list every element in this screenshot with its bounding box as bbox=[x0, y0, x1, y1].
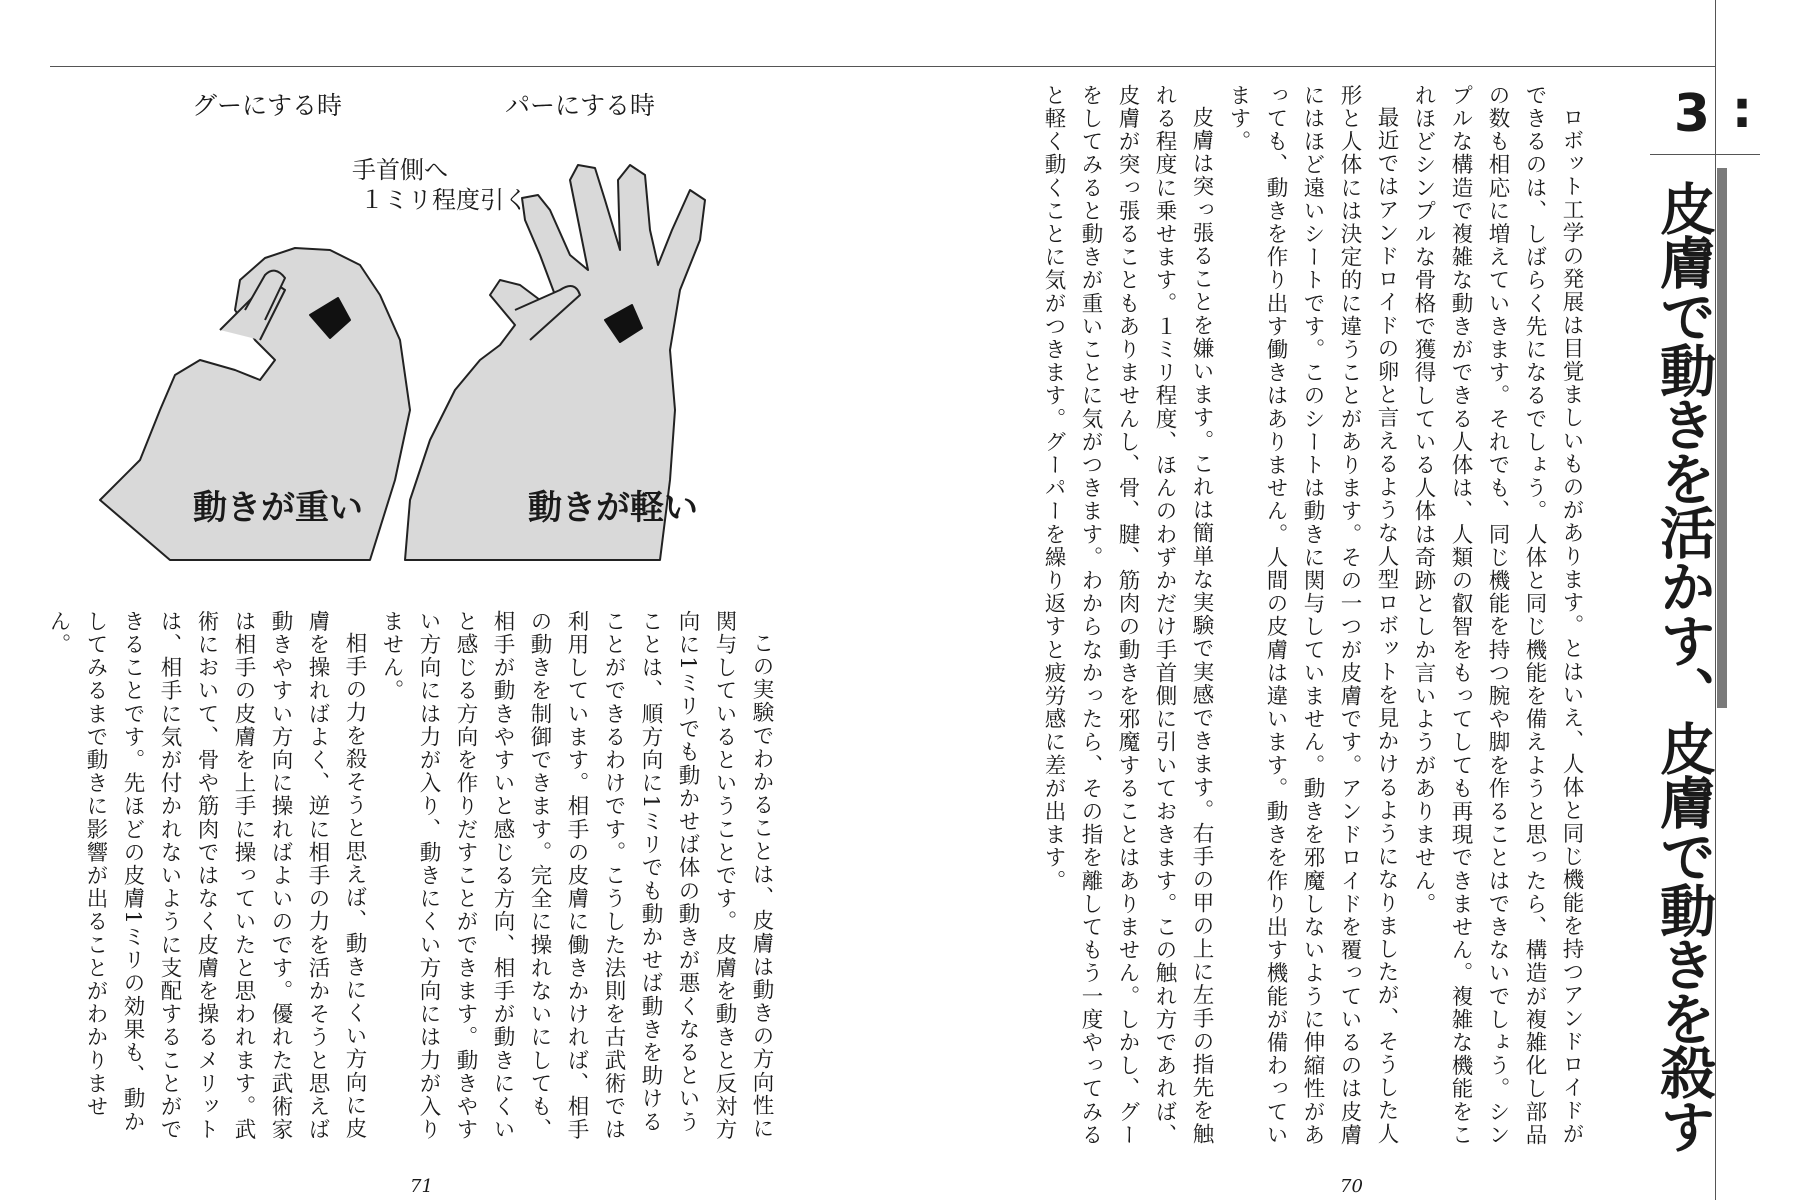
figure-note-line1: 手首側へ bbox=[352, 156, 448, 184]
section-number: 3 bbox=[1673, 84, 1711, 144]
top-rule bbox=[50, 66, 1715, 67]
section-rule bbox=[1650, 154, 1760, 155]
caption-open-hand: パーにする時 bbox=[505, 91, 656, 120]
page-number-right: 70 bbox=[1340, 1176, 1363, 1197]
title-accent-bar bbox=[1717, 168, 1727, 708]
paragraph: ロボット工学の発展は目覚ましいものがあります。とはいえ、人体と同じ機能を持つアンドロイドができるのは、しばらく先になるでしょう。人体と同じ機能を備えようと思ったら、構造が複雑化し部品の数も相応に増えていきます。それでも、同じ機能を持つ腕や脚を作ることはできないでしょう。シンプルな構造で複雑な動きができる人体は、人類の叡智をもってしても再現できません。複雑な機能をこれほどシンプルな骨格で獲得している人体は奇跡としか言いようがありません。 bbox=[1411, 84, 1584, 1147]
figure-note-line2: １ミリ程度引く bbox=[360, 186, 528, 214]
section-title: 皮膚で動きを活かす、皮膚で動きを殺す bbox=[1651, 180, 1716, 1152]
label-light-motion: 動きが軽い bbox=[528, 488, 698, 528]
paragraph: この実験でわかることは、皮膚は動きの方向性に関与しているということです。皮膚を動きと反対方向に1ミリでも動かせば体の動きが悪くなるということは、順方向に1ミリでも動かせば動きを助けることができるわけです。こうした法則を古武術では利用しています。相手の皮膚に働きかければ、相手の動きを制御できます。完全に操れないにしても、相手が動きやすいと感じる方向、相手が動きにくいと感じる方向を作りだすことができます。動きやすい方向には力が入り、動きにくい方向には力が入りません。 bbox=[379, 610, 774, 1142]
page-number-left: 71 bbox=[410, 1176, 433, 1197]
paragraph: 相手の力を殺そうと思えば、動きにくい方向に皮膚を操ればよく、逆に相手の力を活かそうと思えば動きやすい方向に操ればよいのです。優れた武術家は相手の皮膚を上手に操っていたと思われます。武術において、骨や筋肉ではなく皮膚を操るメリットは、相手に気が付かれないように支配することができることです。先ほどの皮膚1ミリの効果も、動かしてみるまで動きに影響が出ることがわかりません。 bbox=[46, 610, 367, 1142]
paragraph: 皮膚は突っ張ることを嫌います。これは簡単な実験で実感できます。右手の甲の上に左手の指先を触れる程度に乗せます。１ミリ程度、ほんのわずかだけ手首側に引いておきます。この触れ方であれば、皮膚が突っ張ることもありませんし、骨、腱、筋肉の動きを邪魔することはありません。しかし、グーをしてみると動きが重いことに気がつきます。わからなかったら、その指を離してもう一度やってみると軽く動くことに気がつきます。グーパーを繰り返すと疲労感に差が出ます。 bbox=[1041, 84, 1214, 1147]
label-heavy-motion: 動きが重い bbox=[193, 488, 363, 528]
right-page-body bbox=[750, 84, 1590, 1159]
paragraph: 最近ではアンドロイドの卵と言えるような人型ロボットを見かけるようになりましたが、そうした人形と人体には決定的に違うことがあります。その一つが皮膚です。アンドロイドを覆っているのは皮膚にはほど遠いシートです。このシートは動きに関与していません。動きを邪魔しないように伸縮性があっても、動きを作り出す働きはありません。人間の皮膚は違います。動きを作り出す機能が備わっています。 bbox=[1226, 84, 1399, 1147]
left-page-body bbox=[40, 610, 780, 1150]
caption-fist: グーにする時 bbox=[192, 91, 343, 120]
section-colon: : bbox=[1731, 80, 1753, 140]
